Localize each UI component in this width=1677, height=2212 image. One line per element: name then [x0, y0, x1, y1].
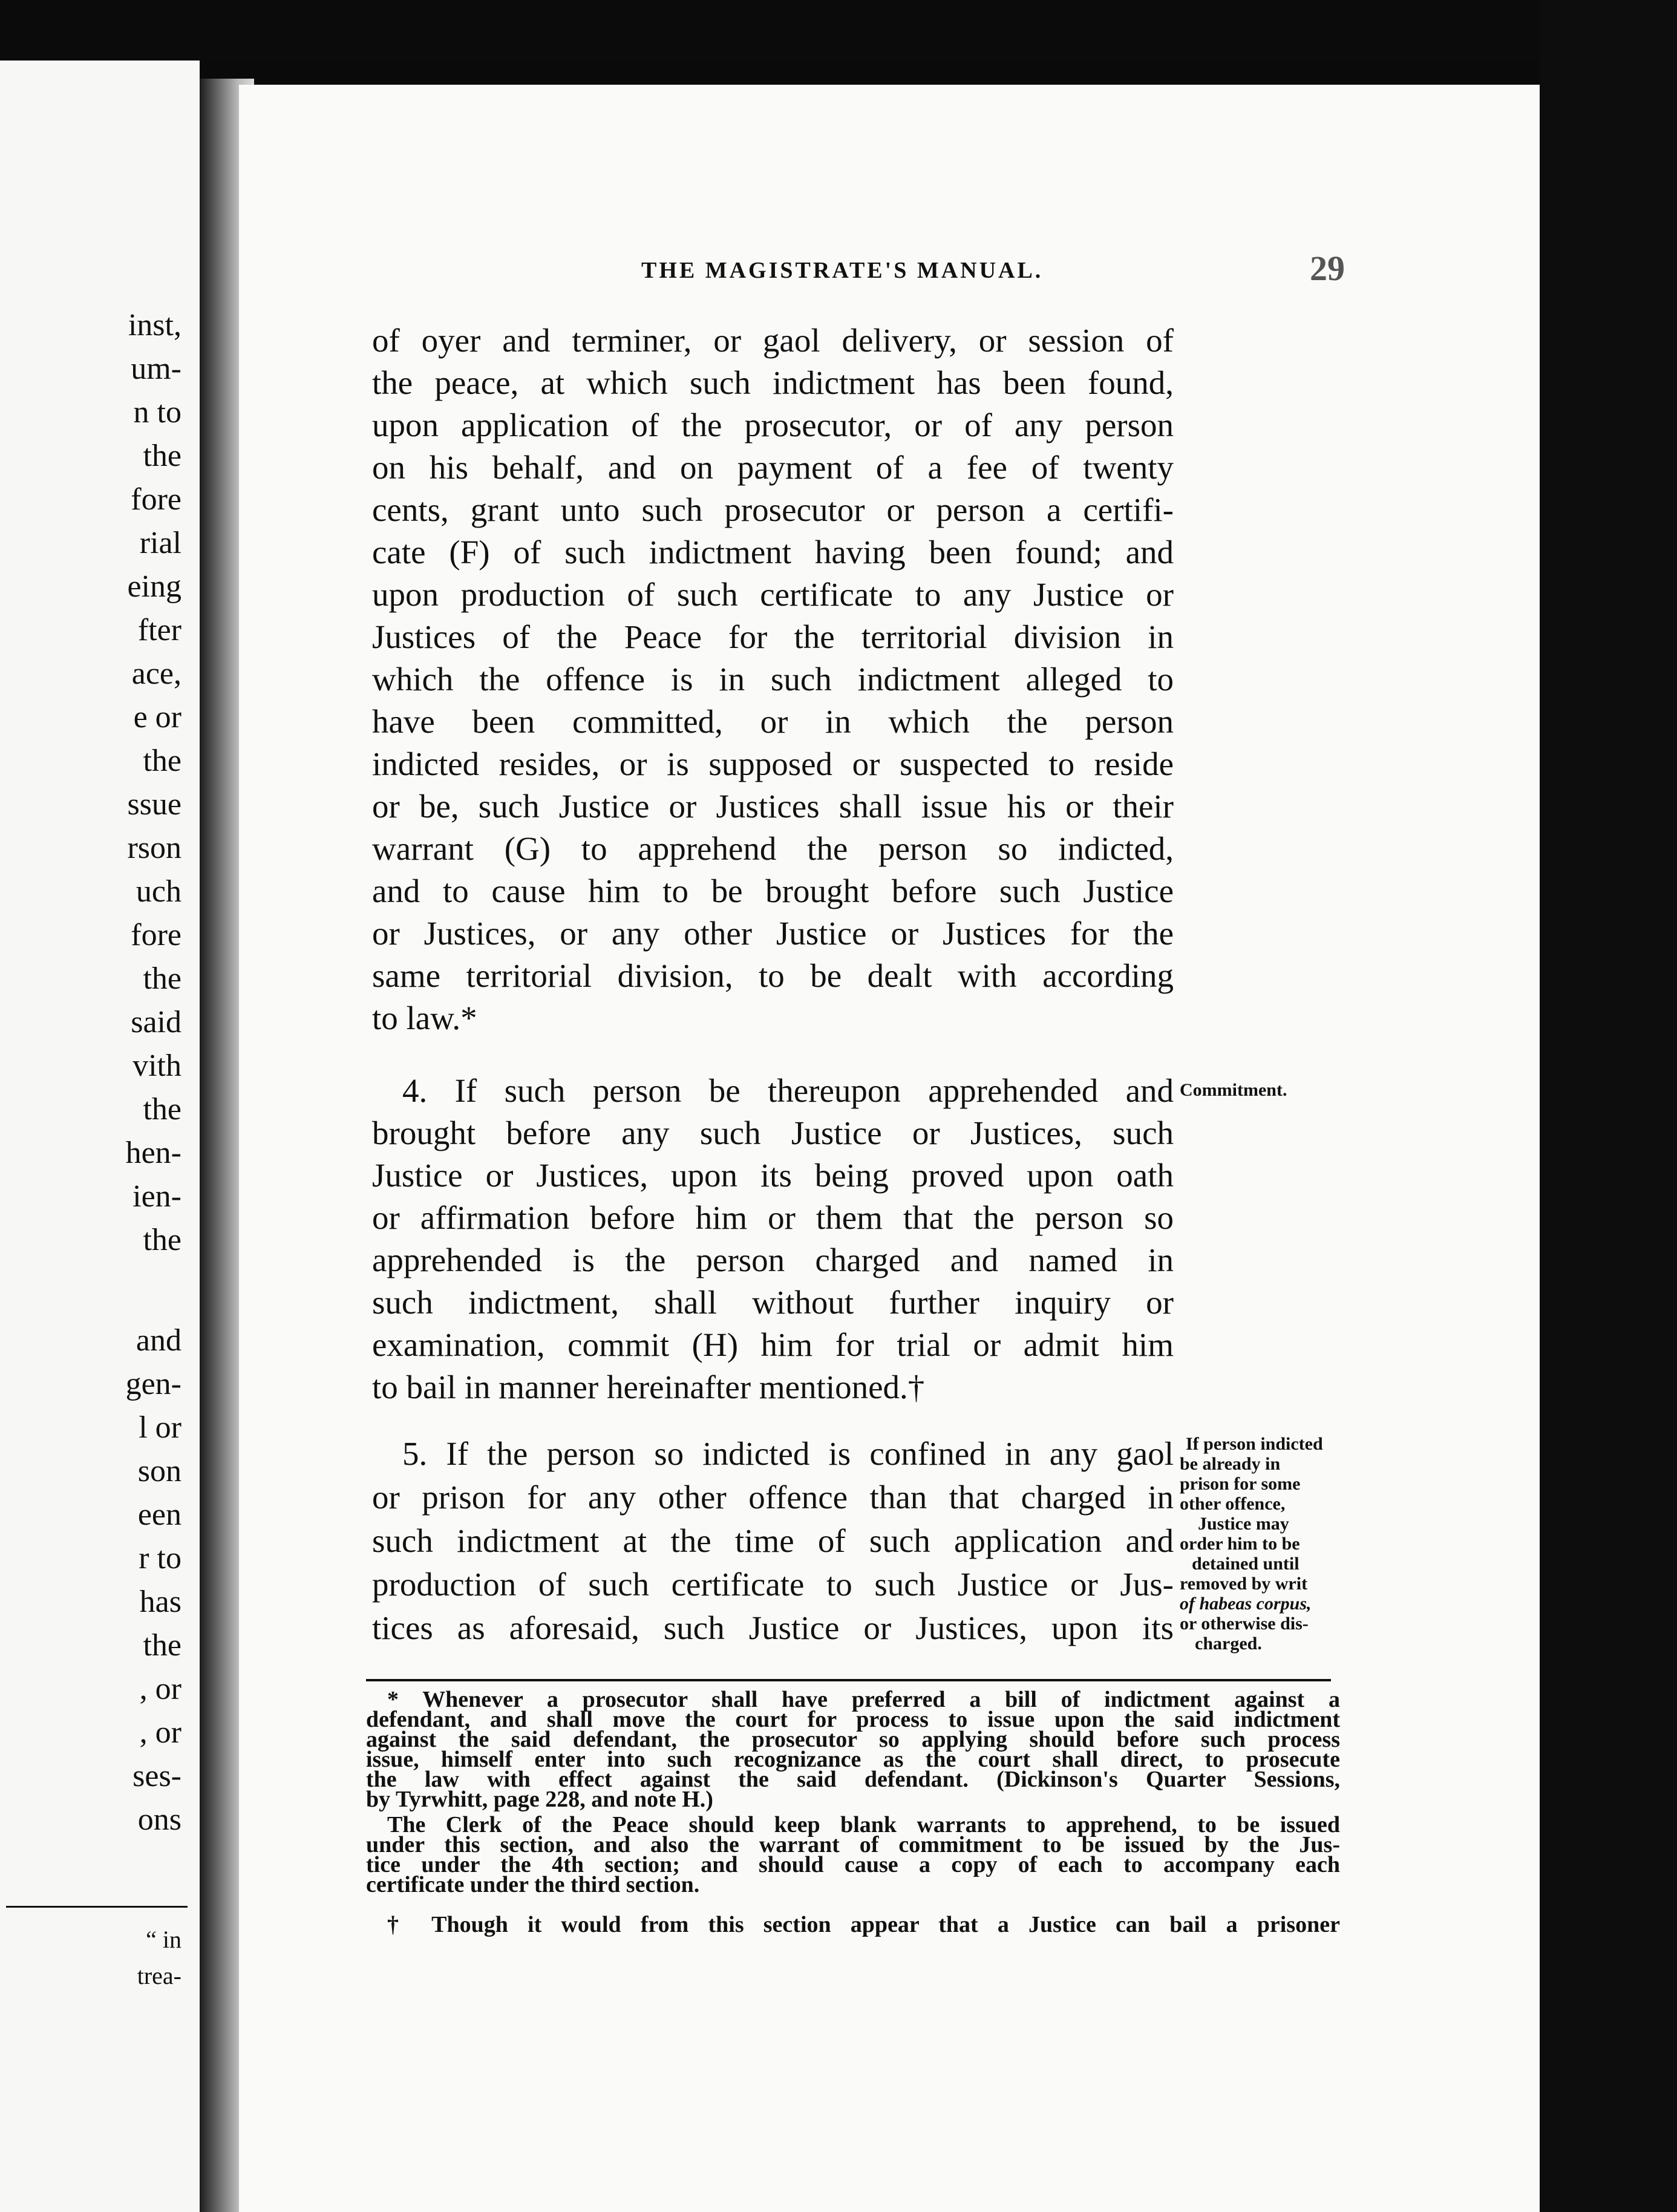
running-head: THE MAGISTRATE'S MANUAL. [641, 258, 1044, 283]
body-line: or be, such Justice or Justices shall issue his or their [372, 788, 1174, 825]
body-line: cate (F) of such indictment having been found; and [372, 534, 1174, 571]
facing-page-text: the [143, 744, 181, 778]
section-4-line: Justice or Justices, upon its being proved upon oath [372, 1157, 1174, 1194]
facing-page-text: the [143, 439, 181, 473]
facing-page-text: said [131, 1005, 181, 1039]
facing-page-text: e or [133, 700, 181, 735]
facing-page-text: l or [139, 1410, 181, 1445]
footnote-line: defendant, and shall move the court for process to issue upon the said indictment [366, 1707, 1340, 1732]
facing-page-text: gen- [125, 1367, 181, 1401]
facing-page-text: n to [133, 395, 181, 430]
facing-page-rule [6, 1906, 188, 1908]
section-4-line: examination, commit (H) him for trial or admit him [372, 1326, 1174, 1363]
footnote-line: tice under the 4th section; and should cause a copy of each to accompany each [366, 1852, 1340, 1877]
body-line: have been committed, or in which the person [372, 703, 1174, 740]
facing-page-text: fore [131, 918, 181, 952]
section-5-line: or prison for any other offence than that charged in [372, 1479, 1174, 1516]
body-line: which the offence is in such indictment alleged to [372, 661, 1174, 698]
section-4-line: apprehended is the person charged and named in [372, 1242, 1174, 1278]
facing-page-text: ons [137, 1802, 181, 1837]
body-line: or Justices, or any other Justice or Justices for the [372, 915, 1174, 952]
facing-page-text: inst, [128, 308, 181, 342]
facing-page-text: and [136, 1323, 181, 1358]
section-5-line: tices as aforesaid, such Justice or Justices, upon its [372, 1609, 1174, 1646]
body-line: same territorial division, to be dealt with according [372, 957, 1174, 994]
marginal-note-line: prison for some [1180, 1474, 1301, 1494]
body-line: on his behalf, and on payment of a fee of twenty [372, 449, 1174, 486]
section-4-line: brought before any such Justice or Justices, such [372, 1114, 1174, 1151]
marginal-note-line: order him to be [1180, 1534, 1300, 1554]
footnote-line: against the said defendant, the prosecutor so applying should before such process [366, 1727, 1340, 1752]
facing-page-text: ses- [132, 1759, 181, 1793]
scan-right-border [1540, 0, 1677, 2212]
facing-page-text: een [137, 1497, 181, 1532]
marginal-note-line: If person indicted [1186, 1434, 1323, 1454]
scan-top-border [0, 0, 1677, 61]
facing-page-text: has [139, 1585, 181, 1619]
facing-page-text: , or [139, 1672, 181, 1706]
facing-page-text: the [143, 961, 181, 996]
facing-page-text: trea- [137, 1962, 181, 1989]
facing-page-text: the [143, 1628, 181, 1663]
footnote-line: * Whenever a prosecutor shall have preferred a bill of indictment against a [387, 1687, 1340, 1712]
body-line: the peace, at which such indictment has been found, [372, 364, 1174, 401]
marginal-note-commitment: Commitment. [1180, 1080, 1287, 1100]
footnote-line: issue, himself enter into such recognizance as the court shall direct, to prosecute [366, 1747, 1340, 1772]
body-line: warrant (G) to apprehend the person so indicted, [372, 830, 1174, 867]
facing-page-text: “ in [146, 1926, 181, 1953]
marginal-note-line: Justice may [1198, 1514, 1289, 1534]
facing-page-text: vith [132, 1049, 181, 1083]
footnote-line: The Clerk of the Peace should keep blank warrants to apprehend, to be issued [387, 1812, 1340, 1837]
marginal-note-line: other offence, [1180, 1494, 1286, 1514]
body-line: to law.* [372, 1000, 477, 1036]
section-5-line: production of such certificate to such Justice or Jus- [372, 1566, 1174, 1603]
body-line: Justices of the Peace for the territorial division in [372, 618, 1174, 655]
facing-page-text: the [143, 1223, 181, 1257]
section-5-line: such indictment at the time of such application and [372, 1522, 1174, 1559]
section-4-line: to bail in manner hereinafter mentioned.† [372, 1369, 925, 1405]
page-number: 29 [1310, 249, 1345, 288]
footnote-line: certificate under the third section. [366, 1872, 700, 1897]
marginal-note-line: removed by writ [1180, 1574, 1308, 1594]
footnote-line: under this section, and also the warrant of commitment to be issued by the Jus- [366, 1832, 1340, 1857]
marginal-note-line: charged. [1195, 1634, 1262, 1654]
body-line: and to cause him to be brought before such Justice [372, 872, 1174, 909]
facing-page-text: the [143, 1092, 181, 1127]
section-5-line: 5. If the person so indicted is confined in any gaol [402, 1435, 1174, 1472]
facing-page-text: fter [137, 613, 181, 647]
marginal-note-line: of habeas corpus, [1180, 1594, 1312, 1614]
footnote-line: † Though it would from this section appear that a Justice can bail a prisoner [387, 1912, 1340, 1937]
facing-page-text: fore [131, 482, 181, 517]
facing-page-text: son [137, 1454, 181, 1488]
facing-page-text: hen- [125, 1136, 181, 1170]
marginal-note-line: or otherwise dis- [1180, 1614, 1309, 1634]
body-line: upon application of the prosecutor, or of any person [372, 407, 1174, 443]
body-line: of oyer and terminer, or gaol delivery, or session of [372, 322, 1174, 359]
facing-page-text: um- [131, 352, 181, 386]
section-4-line: or affirmation before him or them that the person so [372, 1199, 1174, 1236]
section-4-line: such indictment, shall without further inquiry or [372, 1284, 1174, 1321]
section-4-line: 4. If such person be thereupon apprehended and [402, 1072, 1174, 1109]
footnote-rule [366, 1679, 1331, 1681]
facing-page-text: ien- [132, 1179, 181, 1214]
footnote-line: the law with effect against the said defendant. (Dickinson's Quarter Sessions, [366, 1767, 1340, 1792]
marginal-note-line: be already in [1180, 1454, 1281, 1474]
marginal-note-line: detained until [1192, 1554, 1299, 1574]
facing-page-text: rial [139, 526, 181, 560]
facing-page [0, 61, 200, 2212]
facing-page-text: , or [139, 1715, 181, 1750]
footnote-line: by Tyrwhitt, page 228, and note H.) [366, 1787, 713, 1812]
facing-page-text: uch [136, 874, 181, 909]
body-line: cents, grant unto such prosecutor or person a certifi- [372, 491, 1174, 528]
facing-page-text: rson [127, 831, 181, 865]
facing-page-text: eing [127, 569, 181, 604]
facing-page-text: r to [139, 1541, 181, 1576]
facing-page-text: ssue [127, 787, 181, 822]
facing-page-text: ace, [131, 656, 181, 691]
body-line: upon production of such certificate to any Justice or [372, 576, 1174, 613]
body-line: indicted resides, or is supposed or suspected to reside [372, 745, 1174, 782]
